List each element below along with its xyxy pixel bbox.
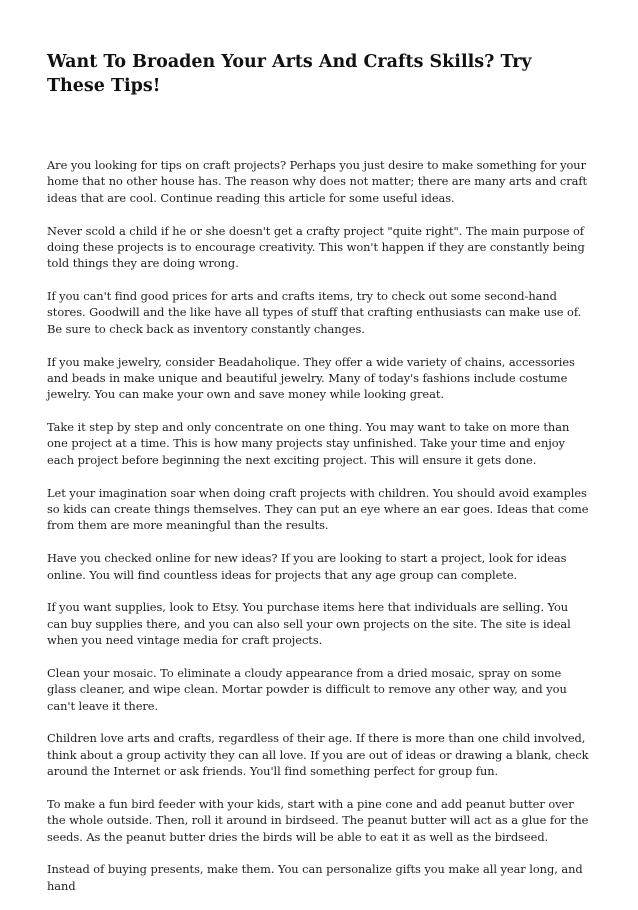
- paragraph: Have you checked online for new ideas? If you are looking to start a project, look for ideas online. You will find countless ideas for projects that any age group can complete.: [47, 551, 567, 582]
- paragraph: Let your imagination soar when doing craft projects with children. You should avoid examples so kids can create things themselves. They can put an eye where an ear goes. Ideas that come from them are more meaningful than the results.: [47, 485, 589, 533]
- paragraph: To make a fun bird feeder with your kids, start with a pine cone and add peanut butter over the whole outside. Then, roll it around in birdseed. The peanut butter will act as a glue for the seeds. As the peanut butter dries the birds will be able to eat it as well as the birdseed.: [47, 796, 589, 844]
- paragraph: Children love arts and crafts, regardless of their age. If there is more than one child involved, think about a group activity they can all love. If you are out of ideas or drawing a blank, check around the Internet or ask friends. You'll find something perfect for group fun.: [47, 731, 589, 779]
- paragraph: Instead of buying presents, make them. You can personalize gifts you make all year long, and hand: [47, 862, 583, 893]
- document-body: [47, 157, 592, 894]
- paragraph: Clean your mosaic. To eliminate a cloudy appearance from a dried mosaic, spray on some glass cleaner, and wipe clean. Mortar powder is difficult to remove any other way, and you can't leave it there.: [47, 665, 567, 713]
- paragraph: If you can't find good prices for arts and crafts items, try to check out some second-hand stores. Goodwill and the like have all types of stuff that crafting enthusiasts can make use of. Be sure to check back as inventory constantly changes.: [47, 289, 582, 336]
- paragraph: If you want supplies, look to Etsy. You purchase items here that individuals are selling. You can buy supplies there, and you can also sell your own projects on the site. The site is ideal when you need vintage media for craft projects.: [47, 600, 571, 648]
- document-page: [47, 50, 592, 910]
- paragraph: If you make jewelry, consider Beadaholique. They offer a wide variety of chains, accessories and beads in make unique and beautiful jewelry. Many of today's fashions include costume jewelry. You can make your own and save money while looking great.: [47, 354, 575, 402]
- paragraph: Never scold a child if he or she doesn't get a crafty project "quite right". The main purpose of doing these projects is to encourage creativity. This won't happen if they are constantly being told things they are doing wrong.: [47, 223, 585, 271]
- paragraph: Are you looking for tips on craft projects? Perhaps you just desire to make something for your home that no other house has. The reason why does not matter; there are many arts and craft ideas that are cool. Continue reading this article for some useful ideas.: [47, 158, 588, 205]
- document-title: Want To Broaden Your Arts And Crafts Skills? Try These Tips!: [47, 52, 532, 96]
- paragraph: Take it step by step and only concentrate on one thing. You may want to take on more than one project at a time. This is how many projects stay unfinished. Take your time and enjoy each project before beginning the next exciting project. This will ensure it gets done.: [47, 420, 570, 467]
